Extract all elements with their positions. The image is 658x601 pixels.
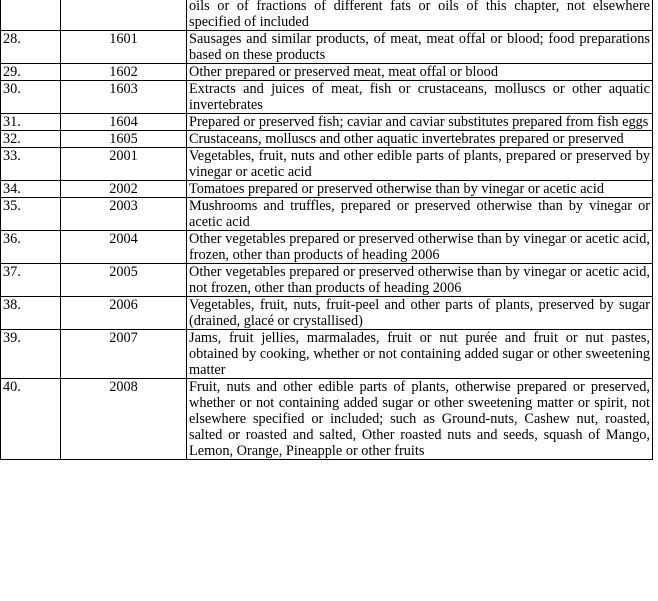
table-row (1, 264, 653, 297)
table-row (1, 330, 653, 379)
heading-code-cell: 2006 (61, 297, 187, 330)
serial-number-cell: 34. (1, 181, 61, 198)
table-row (1, 81, 653, 114)
table-row (1, 297, 653, 330)
serial-number-cell: 28. (1, 31, 61, 64)
description-cell: Jams, fruit jellies, marmalades, fruit or nut purée and fruit or nut pastes, obtained by cooking, whether or not containing added sugar or other sweetening matter (187, 330, 653, 379)
heading-code-cell: 2003 (61, 198, 187, 231)
heading-code-cell: 2008 (61, 379, 187, 460)
description-cell: Vegetables, fruit, nuts and other edible parts of plants, prepared or preserved by vinegar or acetic acid (187, 148, 653, 181)
description-cell: Crustaceans, molluscs and other aquatic invertebrates prepared or preserved (187, 131, 653, 148)
description-cell: Fruit, nuts and other edible parts of plants, otherwise prepared or preserved, whether or not containing added sugar or other sweetening matter or spirit, not elsewhere specified or included; such as Ground-nuts, Cashew nut, roasted, salted or roasted and salted, Other roasted nuts and seeds, squash of Mango, Lemon, Orange, Pineapple or other fruits (187, 379, 653, 460)
description-cell: Extracts and juices of meat, fish or crustaceans, molluscs or other aquatic invertebrates (187, 81, 653, 114)
table-row (1, 198, 653, 231)
table-row (1, 379, 653, 460)
table-row (1, 64, 653, 81)
heading-code-cell: 1602 (61, 64, 187, 81)
heading-code-cell: 1603 (61, 81, 187, 114)
table-row (1, 114, 653, 131)
serial-number-cell: 32. (1, 131, 61, 148)
heading-code-cell: 1604 (61, 114, 187, 131)
table-row (1, 231, 653, 264)
description-cell: Vegetables, fruit, nuts, fruit-peel and other parts of plants, preserved by sugar (drained, glacé or crystallised) (187, 297, 653, 330)
heading-code-cell: 2004 (61, 231, 187, 264)
serial-number-cell: 38. (1, 297, 61, 330)
serial-number-cell: 29. (1, 64, 61, 81)
description-cell: Other vegetables prepared or preserved otherwise than by vinegar or acetic acid, not frozen, other than products of heading 2006 (187, 264, 653, 297)
description-cell: Other prepared or preserved meat, meat offal or blood (187, 64, 653, 81)
heading-code-cell: 1601 (61, 31, 187, 64)
table-row (1, 131, 653, 148)
description-cell: Tomatoes prepared or preserved otherwise than by vinegar or acetic acid (187, 181, 653, 198)
serial-number-cell: 37. (1, 264, 61, 297)
serial-number-cell (1, 0, 61, 31)
table-row (1, 31, 653, 64)
heading-code-cell: 2001 (61, 148, 187, 181)
heading-code-cell: 2005 (61, 264, 187, 297)
serial-number-cell: 40. (1, 379, 61, 460)
heading-code-cell: 2007 (61, 330, 187, 379)
serial-number-cell: 39. (1, 330, 61, 379)
description-cell: Mushrooms and truffles, prepared or preserved otherwise than by vinegar or acetic acid (187, 198, 653, 231)
heading-code-cell: 2002 (61, 181, 187, 198)
heading-code-cell: 1605 (61, 131, 187, 148)
serial-number-cell: 35. (1, 198, 61, 231)
serial-number-cell: 30. (1, 81, 61, 114)
table-row (1, 181, 653, 198)
serial-number-cell: 31. (1, 114, 61, 131)
description-cell: Sausages and similar products, of meat, meat offal or blood; food preparations based on these products (187, 31, 653, 64)
serial-number-cell: 36. (1, 231, 61, 264)
table-row (1, 0, 653, 31)
description-cell: Other vegetables prepared or preserved otherwise than by vinegar or acetic acid, frozen, other than products of heading 2006 (187, 231, 653, 264)
description-cell: oils or of fractions of different fats or oils of this chapter, not elsewhere specified of included (187, 0, 653, 31)
table-row (1, 148, 653, 181)
heading-code-cell (61, 0, 187, 31)
serial-number-cell: 33. (1, 148, 61, 181)
description-cell: Prepared or preserved fish; caviar and caviar substitutes prepared from fish eggs (187, 114, 653, 131)
